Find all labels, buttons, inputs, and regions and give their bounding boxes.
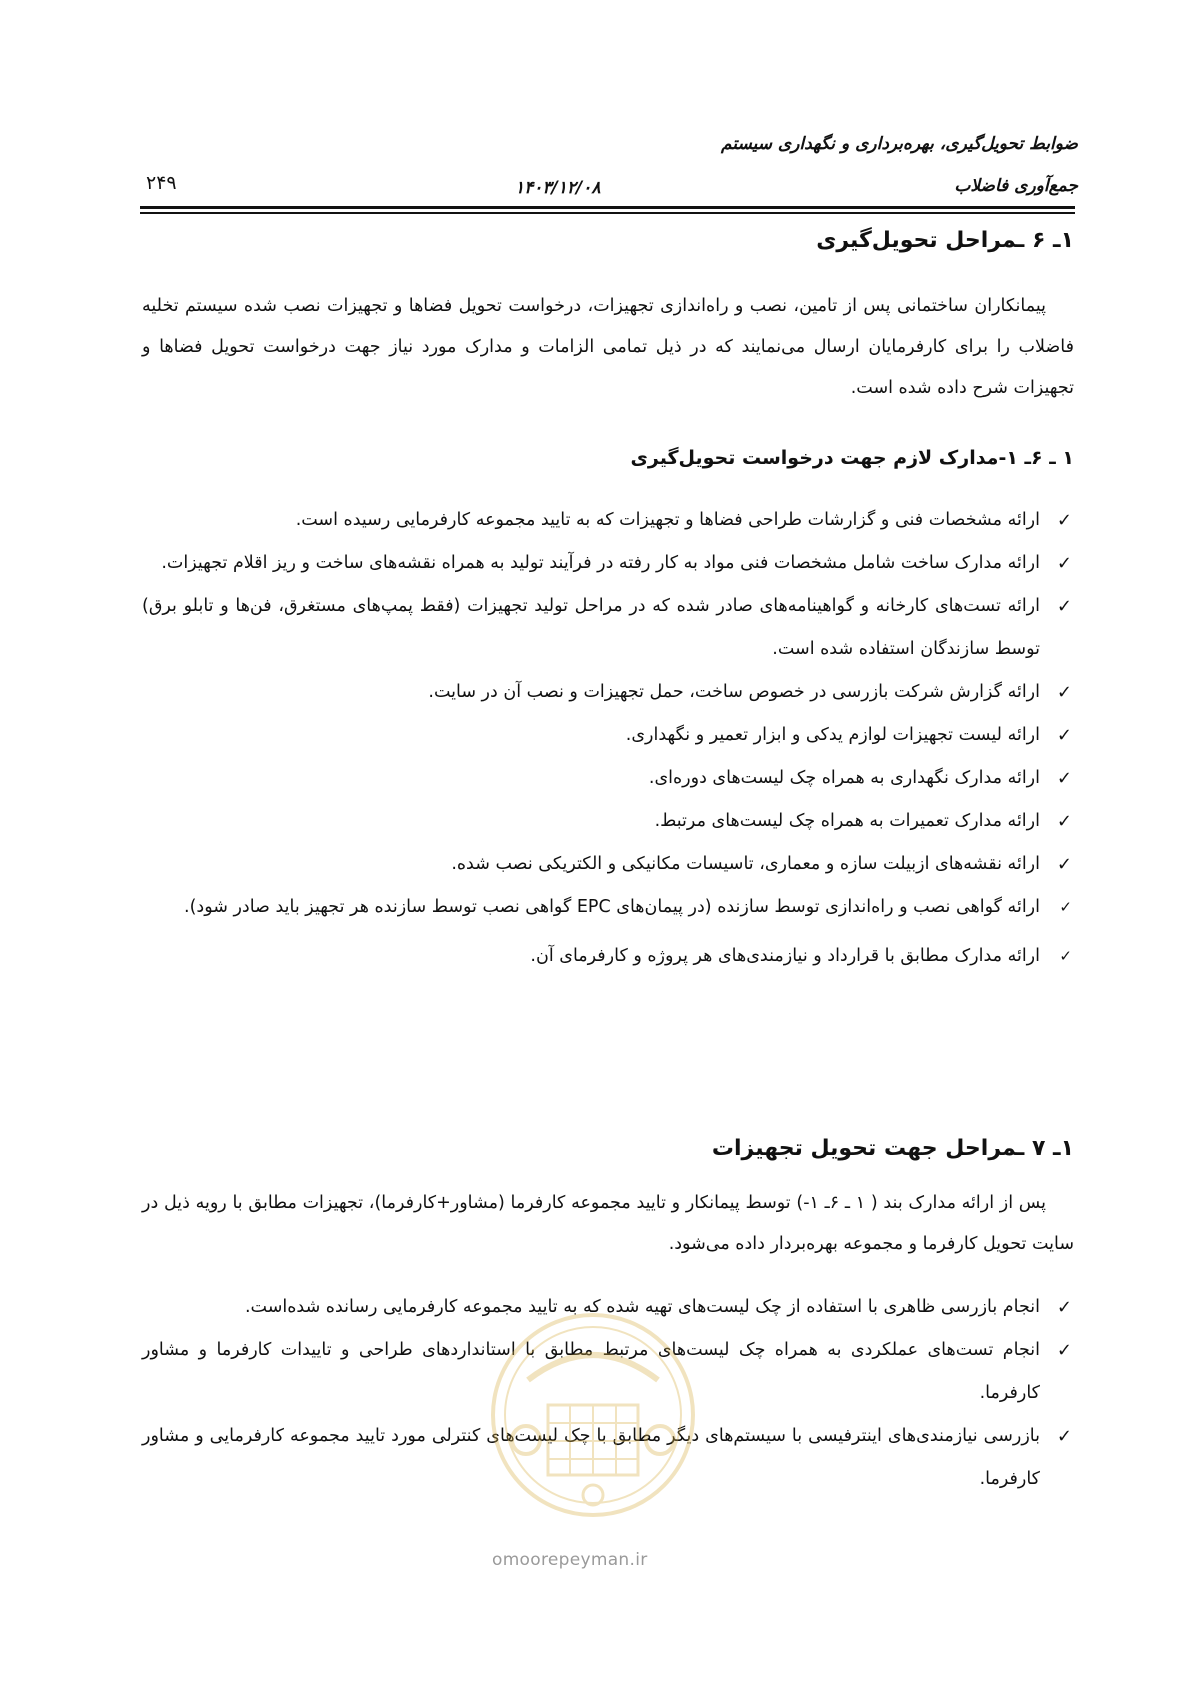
subsection-1-heading: ۱ ـ ۶ـ ۱-مدارک لازم جهت درخواست تحویل‌گیری xyxy=(630,447,1074,469)
list-item: ✓ ارائه مدارک مطابق با قرارداد و نیازمندی‌های هر پروژه و کارفرمای آن. xyxy=(142,935,1074,978)
list-item: ✓ انجام بازرسی ظاهری با استفاده از چک لیست‌های تهیه شده که به تایید مجموعه کارفرمایی رسانده شده‌است. xyxy=(142,1286,1074,1329)
watermark-text: omoorepeyman.ir xyxy=(492,1550,648,1570)
list-item: ✓ انجام تست‌های عملکردی به همراه چک لیست‌های مرتبط مطابق با استانداردهای طراحی و تاییدات کارفرما و مشاور کارفرما. xyxy=(142,1329,1074,1415)
check-mark-icon: ✓ xyxy=(1056,553,1072,574)
subsection-heading-required-documents xyxy=(142,447,1074,469)
header-title-line1: ضوابط تحویل‌گیری، بهره‌برداری و نگهداری سیستم xyxy=(721,134,1078,154)
header-rule-thin xyxy=(140,212,1075,214)
section-2-paragraph: پس از ارائه مدارک بند ( ۱ ـ ۶ـ ۱-) توسط پیمانکار و تایید مجموعه کارفرما (مشاور+کارفرما)، تجهیزات مطابق با رویه ذیل در سایت تحویل کارفرما و مجموعه بهره‌بردار داده می‌شود. xyxy=(142,1193,1074,1254)
check-mark-icon: ✓ xyxy=(1056,811,1072,832)
header-rule-thick xyxy=(140,206,1075,209)
check-mark-icon: ✓ xyxy=(1059,947,1072,965)
check-mark-icon: ✓ xyxy=(1056,596,1072,617)
check-mark-icon: ✓ xyxy=(1056,768,1072,789)
check-mark-icon: ✓ xyxy=(1056,1426,1072,1447)
list-item: ✓ ارائه نقشه‌های ازبیلت سازه و معماری، تاسیسات مکانیکی و الکتریکی نصب شده. xyxy=(142,843,1074,886)
check-mark-icon: ✓ xyxy=(1056,510,1072,531)
section-heading-equipment-delivery xyxy=(142,1136,1074,1161)
section-2-paragraph-block xyxy=(142,1183,1074,1265)
list-item: ✓ ارائه تست‌های کارخانه و گواهینامه‌های صادر شده که در مراحل تولید تجهیزات (فقط پمپ‌های مستغرق، فن‌ها و تابلو برق) توسط سازندگان استفاده شده است. xyxy=(142,585,1074,671)
section-2-heading: ۱ـ ۷ ـمراحل جهت تحویل تجهیزات xyxy=(711,1136,1074,1161)
page-number: ۲۴۹ xyxy=(146,172,177,194)
list-item: ✓ ارائه مدارک تعمیرات به همراه چک لیست‌های مرتبط. xyxy=(142,800,1074,843)
check-mark-icon: ✓ xyxy=(1056,1340,1072,1361)
watermark-logo-icon xyxy=(488,1310,698,1520)
list-item: ✓ بازرسی نیازمندی‌های اینترفیسی با سیستم‌های دیگر مطابق با چک لیست‌های کنترلی مورد تایید مجموعه کارفرمایی و مشاور کارفرما. xyxy=(142,1415,1074,1501)
section-1-heading: ۱ـ ۶ ـمراحل تحویل‌گیری xyxy=(816,228,1074,253)
check-mark-icon: ✓ xyxy=(1056,1297,1072,1318)
list-item: ✓ ارائه مدارک ساخت شامل مشخصات فنی مواد به کار رفته در فرآیند تولید به همراه نقشه‌های ساخت و ریز اقلام تجهیزات. xyxy=(142,542,1074,585)
list-item: ✓ ارائه مدارک نگهداری به همراه چک لیست‌های دوره‌ای. xyxy=(142,757,1074,800)
check-mark-icon: ✓ xyxy=(1056,682,1072,703)
list-item: ✓ ارائه لیست تجهیزات لوازم یدکی و ابزار تعمیر و نگهداری. xyxy=(142,714,1074,757)
section-1-intro xyxy=(142,286,1074,409)
header-date: ۱۴۰۳/۱۲/۰۸ xyxy=(515,178,601,198)
list-item: ✓ ارائه گواهی نصب و راه‌اندازی توسط سازنده (در پیمان‌های EPC گواهی نصب توسط سازنده هر تجهیز باید صادر شود). xyxy=(142,886,1074,929)
section-heading-delivery-stages xyxy=(142,228,1074,253)
list-item: ✓ ارائه گزارش شرکت بازرسی در خصوص ساخت، حمل تجهیزات و نصب آن در سایت. xyxy=(142,671,1074,714)
list-item: ✓ ارائه مشخصات فنی و گزارشات طراحی فضاها و تجهیزات که به تایید مجموعه کارفرمایی رسیده است. xyxy=(142,499,1074,542)
required-documents-list xyxy=(142,499,1074,978)
check-mark-icon: ✓ xyxy=(1056,725,1072,746)
check-mark-icon: ✓ xyxy=(1059,898,1072,916)
header-title-line2: جمع‌آوری فاضلاب xyxy=(954,176,1078,196)
intro-paragraph: پیمانکاران ساختمانی پس از تامین، نصب و راه‌اندازی تجهیزات، درخواست تحویل فضاها و تجهیزات نصب شده سیستم تخلیه فاضلاب را برای کارفرمایان ارسال می‌نمایند که در ذیل تمامی الزامات و مدارک مورد نیاز جهت درخواست تحویل فضاها و تجهیزات شرح داده شده است. xyxy=(142,296,1074,398)
check-mark-icon: ✓ xyxy=(1056,854,1072,875)
